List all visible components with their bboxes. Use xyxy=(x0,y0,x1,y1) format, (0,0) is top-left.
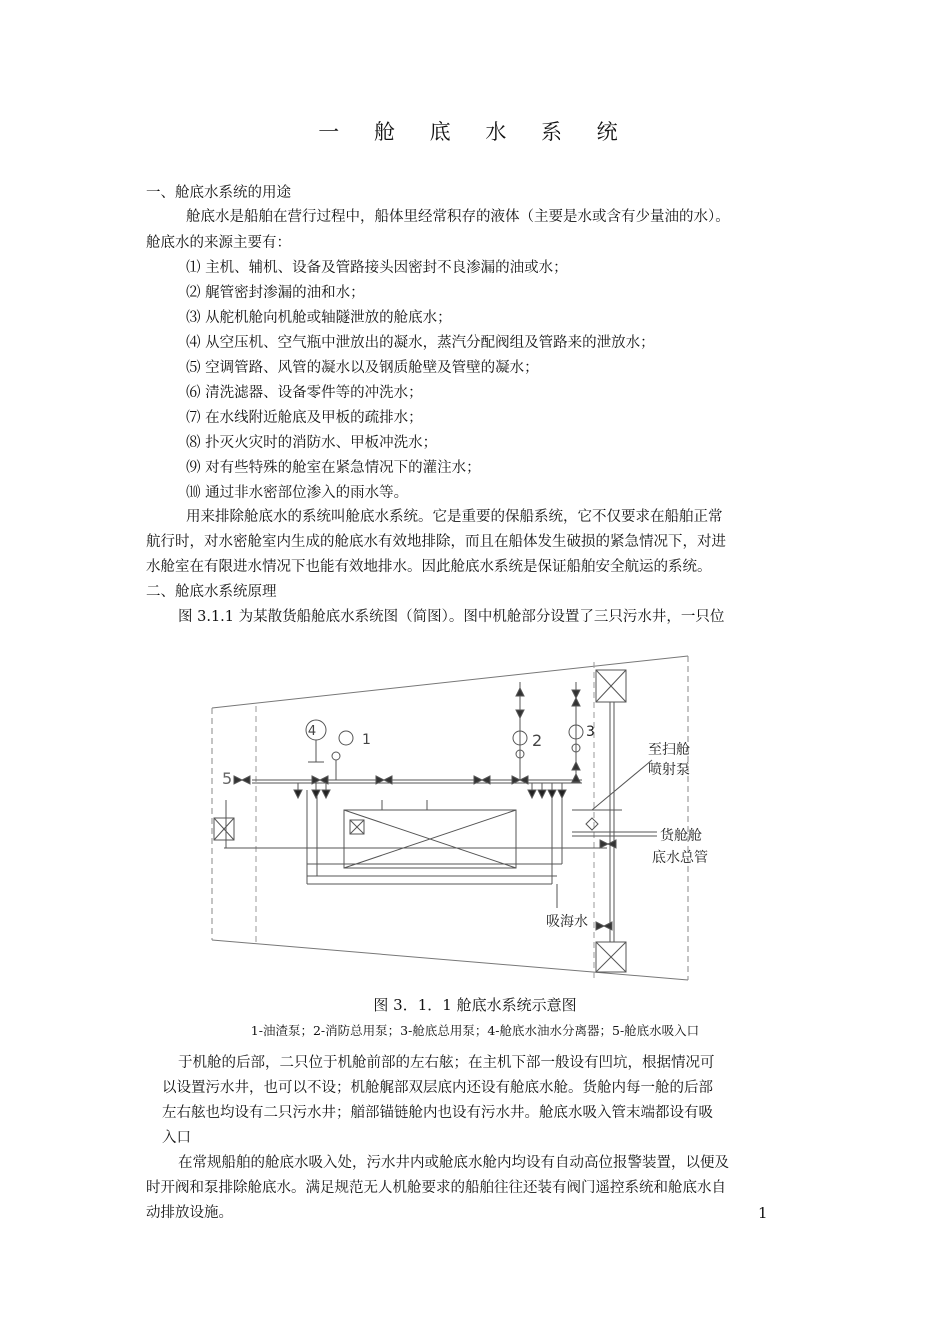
after-figure-line: 入口 xyxy=(162,1130,191,1146)
source-item: ⑶ 从舵机舱向机舱或轴隧泄放的舱底水； xyxy=(186,310,452,326)
cargo-main-label-2: 底水总管 xyxy=(652,850,708,866)
section1-heading: 一、舱底水系统的用途 xyxy=(146,185,291,201)
to-ejector-label-1: 至扫舱 xyxy=(648,742,690,758)
pump2-label: 2 xyxy=(532,731,543,750)
source-item: ⑸ 空调管路、风管的凝水以及钢质舱壁及管壁的凝水； xyxy=(186,360,539,376)
after-figure-line: 于机舱的后部，二只位于机舱前部的左右舷；在主机下部一般设有凹坑，根据情况可 xyxy=(178,1055,715,1071)
source-item: ⑼ 对有些特殊的舱室在紧急情况下的灌注水； xyxy=(186,460,481,476)
bilge-system-diagram xyxy=(212,650,708,995)
source-item: ⑹ 清洗滤器、设备零件等的冲洗水； xyxy=(186,385,423,401)
figure-caption: 图 3．1．1 舱底水系统示意图 xyxy=(373,996,577,1014)
section2-intro: 图 3.1.1 为某散货船舱底水系统图（简图）。图中机舱部分设置了三只污水井，一只位 xyxy=(178,609,725,625)
pump1-label: 1 xyxy=(362,732,371,748)
closing-paragraph-line: 时开阀和泵排除舱底水。满足规范无人机舱要求的船舶往往还装有阀门遥控系统和舱底水自 xyxy=(146,1180,726,1196)
cargo-main-label-1: 货舱舱 xyxy=(660,828,702,844)
pump3-label: 3 xyxy=(586,724,595,740)
pump4-label: 4 xyxy=(307,724,317,739)
to-ejector-label-2: 喷射泵 xyxy=(648,762,690,778)
summary-line2: 航行时，对水密舱室内生成的舱底水有效地排除，而且在船体发生破损的紧急情况下，对进 xyxy=(146,534,726,550)
page-number: 1 xyxy=(758,1204,768,1222)
closing-paragraph-line: 在常规船舶的舱底水吸入处，污水井内或舱底水舱内均设有自动高位报警装置，以便及 xyxy=(178,1155,729,1171)
section2-heading: 二、舱底水系统原理 xyxy=(146,584,277,600)
source-item: ⑺ 在水线附近舱底及甲板的疏排水； xyxy=(186,410,423,426)
source-item: ⑷ 从空压机、空气瓶中泄放出的凝水，蒸汽分配阀组及管路来的泄放水； xyxy=(186,335,655,351)
inlet5-label: 5 xyxy=(222,769,233,788)
summary-line3: 水舱室在有限进水情况下也能有效地排水。因此舱底水系统是保证船舶安全航运的系统。 xyxy=(146,559,712,575)
figure-legend: 1-油渣泵；2-消防总用泵；3-舱底总用泵；4-舱底水油水分离器；5-舱底水吸入口 xyxy=(250,1023,700,1038)
after-figure-line: 以设置污水井，也可以不设；机舱艉部双层底内还设有舱底水舱。货舱内每一舱的后部 xyxy=(162,1080,713,1096)
sea-suction-label: 吸海水 xyxy=(546,914,588,930)
section1-intro-line2: 舱底水的来源主要有： xyxy=(146,235,291,251)
source-item: ⑵ 艉管密封渗漏的油和水； xyxy=(186,285,365,301)
source-item: ⑽ 通过非水密部位渗入的雨水等。 xyxy=(186,485,409,501)
summary-line1: 用来排除舱底水的系统叫舱底水系统。它是重要的保船系统，它不仅要求在船舶正常 xyxy=(186,509,723,525)
closing-paragraph-line: 动排放设施。 xyxy=(146,1205,233,1221)
section1-intro-line1: 舱底水是船舶在营行过程中，船体里经常积存的液体（主要是水或含有少量油的水）。 xyxy=(186,209,730,225)
source-item: ⑴ 主机、辅机、设备及管路接头因密封不良渗漏的油或水； xyxy=(186,260,568,276)
after-figure-line: 左右舷也均设有二只污水井；艏部锚链舱内也设有污水井。舱底水吸入管末端都设有吸 xyxy=(162,1105,713,1121)
source-item: ⑻ 扑灭火灾时的消防水、甲板冲洗水； xyxy=(186,435,438,451)
page-title: 一 舱 底 水 系 统 xyxy=(318,120,632,144)
